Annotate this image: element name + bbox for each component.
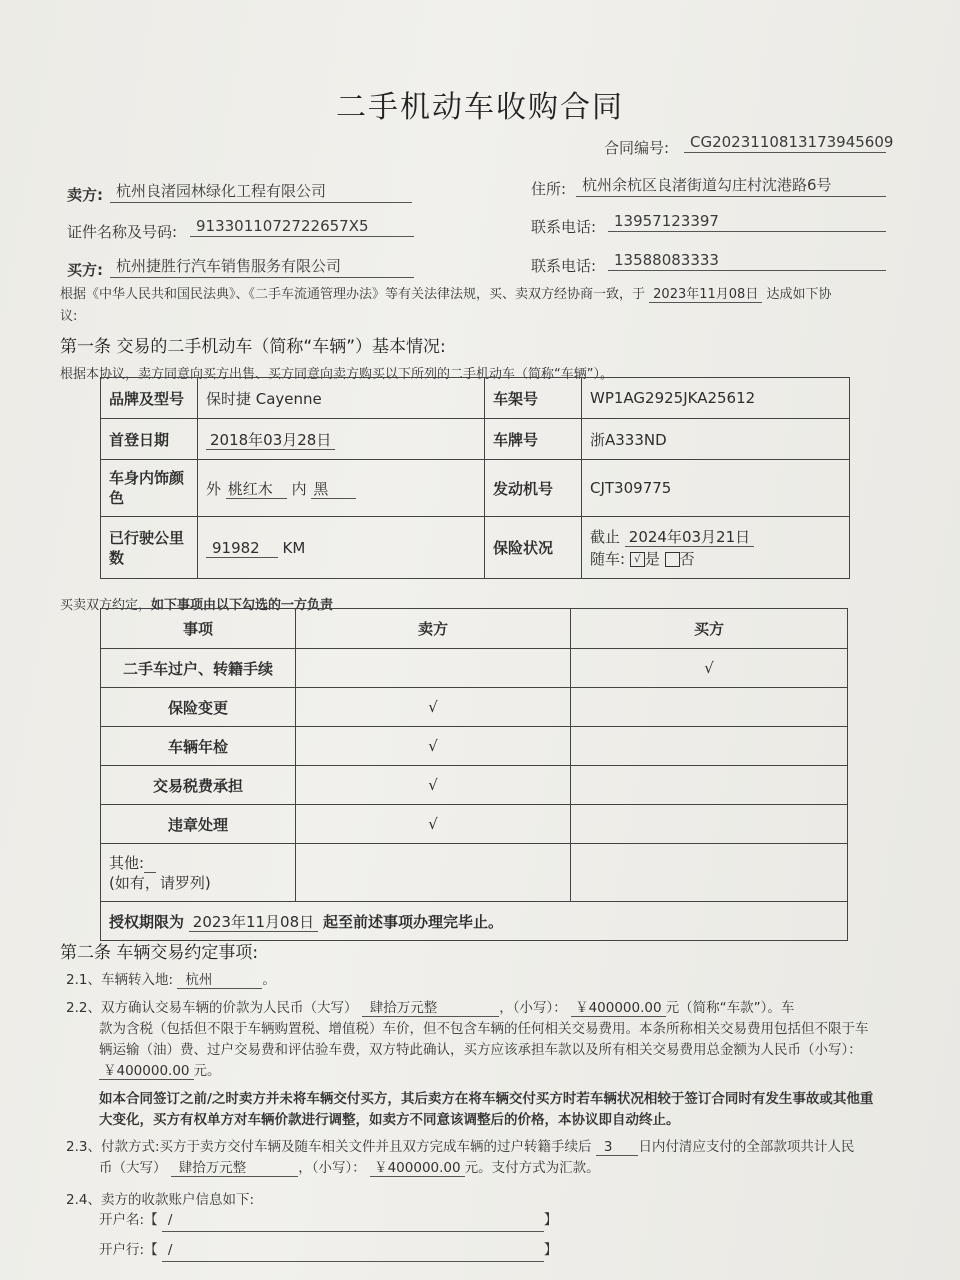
mileage-value: 91982: [206, 539, 278, 558]
table-row: 违章处理 √: [101, 805, 848, 844]
mileage-cell: [198, 517, 485, 579]
phone1-label: 联系电话:: [531, 218, 597, 236]
duties-intro: 买卖双方约定，如下事项由以下勾选的一方负责: [60, 598, 334, 613]
plate-value: 浙A333ND: [582, 419, 850, 460]
duties-header-seller: 卖方: [296, 609, 571, 649]
insurance-cell: 截止 2024年03月21日 随车: √ 是 否: [582, 517, 850, 579]
phone1-value: 13957123397: [608, 212, 886, 232]
interior-color: 黑: [311, 480, 356, 499]
transfer-city: 杭州: [177, 972, 262, 989]
article1-title: 第一条 交易的二手机动车（简称“车辆”）基本情况:: [60, 337, 446, 357]
address-value: 杭州余杭区良渚街道勾庄村沈港路6号: [576, 174, 886, 197]
payment-days: 3: [596, 1139, 639, 1156]
mileage-unit: KM: [282, 538, 306, 557]
seller-label: 卖方:: [67, 186, 103, 204]
seller-value: 杭州良渚园林绿化工程有限公司: [110, 180, 412, 203]
phone2-label: 联系电话:: [531, 257, 597, 275]
clause-2-2-line2: 款为含税（包括但不限于车辆购置税、增值税）车价，但不包含车辆的任何相关交易费用。本条所称相关交易费用包括但不限于车: [99, 1021, 869, 1037]
clause-2-2-line1: 2.2、双方确认交易车辆的价款为人民币（大写） 肆拾万元整 ，（小写）： ￥400000.00 元（简称“车款”）。车: [66, 1000, 795, 1016]
clause-2-1: 2.1、车辆转入地: 杭州 。: [66, 972, 276, 988]
authorization-row: 授权期限为 2023年11月08日 起至前述事项办理完毕止。: [101, 902, 848, 941]
duties-header-item: 事项: [101, 609, 296, 649]
price-upper: 肆拾万元整: [362, 1000, 500, 1017]
yes-checkbox: √: [630, 552, 645, 567]
engine-label: 发动机号: [485, 460, 582, 517]
other-hint: (如有，请罗列): [109, 873, 211, 892]
table-row: 交易税费承担 √: [101, 766, 848, 805]
preamble: 根据《中华人民共和国民法典》、《二手车流通管理办法》等有关法律法规，买、卖双方经协商一致，于 2023年11月08日 达成如下协: [60, 287, 832, 302]
article1-intro: 根据本协议，卖方同意向买方出售、买方同意向卖方购买以下所列的二手机动车（简称“车辆”）。: [60, 367, 613, 382]
clause-2-2-line3: 辆运输（油）费、过户交易费和评估验车费，双方特此确认，买方应该承担车款以及所有相关交易费用总金额为人民币（小写）：: [99, 1042, 862, 1058]
account-name-value: /: [162, 1210, 544, 1232]
insurance-label: 保险状况: [485, 517, 582, 579]
color-value: 外 桃红木 内 黑: [198, 460, 485, 517]
table-row: 保险变更 √: [101, 688, 848, 727]
duties-header-buyer: 买方: [571, 609, 848, 649]
contract-no-value: CG2023110813173945609: [684, 133, 886, 153]
clause-2-3-line2: 币（大写） 肆拾万元整 ，（小写）： ￥400000.00 元。支付方式为汇款。: [99, 1160, 600, 1176]
address-label: 住所:: [531, 180, 567, 198]
engine-value: CJT309775: [582, 460, 850, 517]
preamble-tail: 议:: [60, 309, 78, 324]
table-row: 二手车过户、转籍手续 √: [101, 649, 848, 688]
clause-2-4: 2.4、卖方的收款账户信息如下:: [66, 1192, 255, 1208]
brand-value: 保时捷 Cayenne: [198, 378, 485, 419]
payment-lower: ￥400000.00: [370, 1160, 465, 1177]
clause-2-3-line1: 2.3、付款方式:买方于卖方交付车辆及随车相关文件并且双方完成车辆的过户转籍手续后 3 日内付清应支付的全部款项共计人民: [66, 1139, 855, 1155]
brand-label: 品牌及型号: [101, 378, 198, 419]
id-doc-label: 证件名称及号码:: [67, 223, 178, 241]
bold-clause-line1: 如本合同签订之前/之时卖方并未将车辆交付买方，其后卖方在将车辆交付买方时若车辆状况相较于签订合同时有发生事故或其他重: [99, 1091, 874, 1107]
insurance-until: 2024年03月21日: [625, 528, 754, 547]
no-checkbox: [665, 552, 680, 567]
plate-label: 车牌号: [485, 419, 582, 460]
mileage-label: 已行驶公里数: [101, 517, 198, 579]
table-row: 车辆年检 √: [101, 727, 848, 766]
reg-label: 首登日期: [101, 419, 198, 460]
bank-value: /: [162, 1240, 544, 1262]
exterior-color: 桃红木: [226, 480, 287, 499]
vehicle-table: [100, 377, 850, 579]
duties-table: [100, 608, 848, 941]
contract-no-label: 合同编号:: [604, 139, 670, 157]
buyer-value: 杭州捷胜行汽车销售服务有限公司: [110, 255, 414, 278]
account-name-row: 开户名:【 / 】: [99, 1210, 557, 1232]
payment-upper: 肆拾万元整: [171, 1160, 299, 1177]
clause-2-2-line4: ￥400000.00 元。: [99, 1061, 221, 1082]
id-doc-value: 9133011072722657X5: [190, 217, 414, 237]
auth-date: 2023年11月08日: [189, 913, 318, 932]
total-amount: ￥400000.00: [99, 1063, 194, 1080]
vin-value: WP1AG2925JKA25612: [582, 378, 850, 419]
bold-clause-line2: 大变化，买方有权单方对车辆价款进行调整，如卖方不同意该调整后的价格，本协议即自动终止。: [99, 1112, 680, 1128]
vin-label: 车架号: [485, 378, 582, 419]
color-label: 车身内饰颜色: [101, 460, 198, 517]
buyer-label: 买方:: [67, 261, 103, 279]
preamble-date: 2023年11月08日: [649, 287, 762, 303]
bank-row: 开户行:【 / 】: [99, 1240, 557, 1262]
other-label: 其他:: [109, 853, 145, 872]
article2-title: 第二条 车辆交易约定事项:: [60, 943, 259, 963]
phone2-value: 13588083333: [608, 251, 886, 271]
other-row: [101, 844, 848, 902]
reg-value: 2018年03月28日: [206, 431, 335, 450]
page-title: 二手机动车收购合同: [336, 90, 624, 125]
price-lower: ￥400000.00: [571, 1000, 666, 1017]
